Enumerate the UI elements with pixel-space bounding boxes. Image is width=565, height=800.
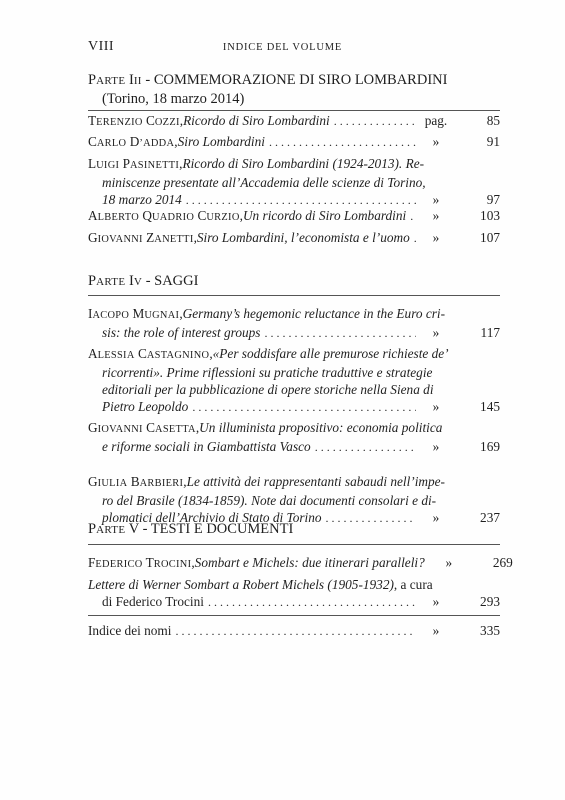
entry-title: Siro Lombardini (177, 134, 265, 149)
divider (88, 615, 500, 616)
toc-entry (88, 112, 500, 131)
entry-title: Le attività dei rappresentanti sabaudi nell’impe- (186, 474, 445, 489)
part-title: - SAGGI (142, 273, 199, 289)
author-separator: , (174, 134, 178, 149)
page-ref: 169 (480, 439, 500, 454)
page-indicator: » (432, 594, 440, 609)
entry-title: Siro Lombardini, l’economista e l’uomo (196, 230, 410, 245)
page-indicator: » (432, 623, 440, 638)
entry-author: FEDERICO TROCINI (88, 555, 192, 570)
entry-author: GIOVANNI ZANETTI (88, 230, 194, 245)
entry-author: TERENZIO COZZI (88, 113, 180, 128)
entry-title: miniscenze presentate all’Accademia delle scienze di Torino, (102, 175, 426, 190)
part-title: - COMMEMORAZIONE DI SIRO LOMBARDINI (141, 72, 448, 88)
page-ref: 269 (492, 555, 513, 570)
page-indicator: » (432, 510, 440, 525)
part-title: - TESTI E DOCUMENTI (138, 521, 294, 537)
page-ref: 97 (486, 192, 500, 207)
entry-author: GIOVANNI CASETTA (88, 420, 196, 435)
entry-suffix: , a cura (393, 577, 433, 592)
dot-leader (326, 510, 416, 527)
dot-leader (315, 439, 416, 456)
entry-title: ro del Brasile (1834-1859). Note dai documenti consolari e di- (102, 493, 437, 508)
part-label: PARTE IV (88, 273, 143, 289)
toc-entry (88, 229, 500, 248)
page-ref: 335 (480, 623, 500, 638)
page-indicator: » (432, 230, 440, 245)
toc-entry (88, 305, 500, 342)
author-separator: , (193, 230, 197, 245)
toc-entry-index (88, 622, 500, 640)
entry-title: Germany’s hegemonic reluctance in the Euro cri- (182, 306, 446, 321)
toc-entry (88, 207, 500, 226)
entry-title: Indice dei nomi (88, 623, 172, 638)
entry-title: Un illuminista propositivo: economia politica (199, 420, 443, 435)
toc-entry (88, 554, 513, 573)
page-indicator: pag. (424, 113, 448, 128)
page-indicator: » (432, 134, 440, 149)
entry-author: IACOPO MUGNAI (88, 306, 180, 321)
entry-author: CARLO D’ADDA (88, 134, 175, 149)
author-separator: , (183, 474, 187, 489)
page-indicator: » (432, 439, 440, 454)
entry-title: sis: the role of interest groups (102, 325, 261, 340)
toc-entry (88, 345, 500, 416)
running-title: INDICE DEL VOLUME (222, 42, 343, 53)
toc-entry (88, 576, 500, 611)
page-ref: 117 (480, 325, 500, 340)
divider (88, 544, 500, 545)
dot-leader (192, 399, 416, 416)
page-indicator: » (432, 192, 440, 207)
part-label: PARTE III (88, 72, 142, 88)
toc-entry (88, 473, 500, 527)
author-separator: , (179, 156, 183, 171)
entry-author: ALESSIA CASTAGNINO (88, 346, 210, 361)
entry-title: Lettere di Werner Sombart a Robert Michels (1905-1932) (88, 577, 394, 592)
author-separator: , (179, 306, 183, 321)
part-4-header (88, 272, 500, 291)
divider (88, 295, 500, 296)
author-separator: , (209, 346, 213, 361)
entry-title: plomatici dell’Archivio di Stato di Torino (102, 510, 322, 525)
entry-title: Ricordo di Siro Lombardini (183, 113, 330, 128)
author-separator: , (179, 113, 184, 128)
entry-title: «Per soddisfare alle premurose richieste de’ (212, 346, 449, 361)
page-ref: 293 (480, 594, 500, 609)
page-indicator: » (445, 555, 453, 570)
toc-entry (88, 155, 500, 209)
author-separator: , (191, 555, 195, 570)
dot-leader (334, 113, 416, 130)
entry-title: Ricordo di Siro Lombardini (1924-2013). Re- (182, 156, 425, 171)
entry-title: Un ricordo di Siro Lombardini (242, 208, 407, 223)
page-ref: 85 (486, 113, 500, 128)
author-separator: , (195, 420, 200, 435)
page-ref: 145 (480, 399, 500, 414)
page-indicator: » (432, 399, 440, 414)
author-separator: , (239, 208, 243, 223)
dot-leader (175, 623, 416, 640)
part-3-header (88, 71, 500, 108)
part-label: PARTE V (88, 521, 139, 537)
entry-title: Sombart e Michels: due itinerari paralleli? (194, 555, 425, 570)
entry-title: Pietro Leopoldo (102, 399, 189, 414)
entry-title: 18 marzo 2014 (102, 192, 182, 207)
page-ref: 107 (480, 230, 500, 245)
entry-title: e riforme sociali in Giambattista Vasco (102, 439, 311, 454)
page-ref: 91 (486, 134, 500, 149)
toc-entry (88, 133, 500, 152)
divider (88, 110, 500, 111)
entry-title: di Federico Trocini (102, 594, 204, 609)
page-indicator: » (432, 208, 440, 223)
page-number: VIII (88, 39, 115, 54)
part-subtitle: (Torino, 18 marzo 2014) (102, 91, 245, 107)
entry-author: LUIGI PASINETTI (88, 156, 180, 171)
dot-leader (269, 134, 416, 151)
entry-title: ricorrenti». Prime riflessioni su pratiche traduttive e strategie (102, 365, 433, 380)
page-ref: 103 (480, 208, 500, 223)
page-ref: 237 (480, 510, 500, 525)
entry-author: ALBERTO QUADRIO CURZIO (88, 208, 240, 223)
entry-title: editoriali per la pubblicazione di opere storiche nella Siena di (102, 382, 434, 397)
dot-leader (264, 325, 416, 342)
toc-entry (88, 419, 500, 456)
entry-author: GIULIA BARBIERI (88, 474, 184, 489)
page-indicator: » (432, 325, 440, 340)
dot-leader (208, 594, 416, 611)
